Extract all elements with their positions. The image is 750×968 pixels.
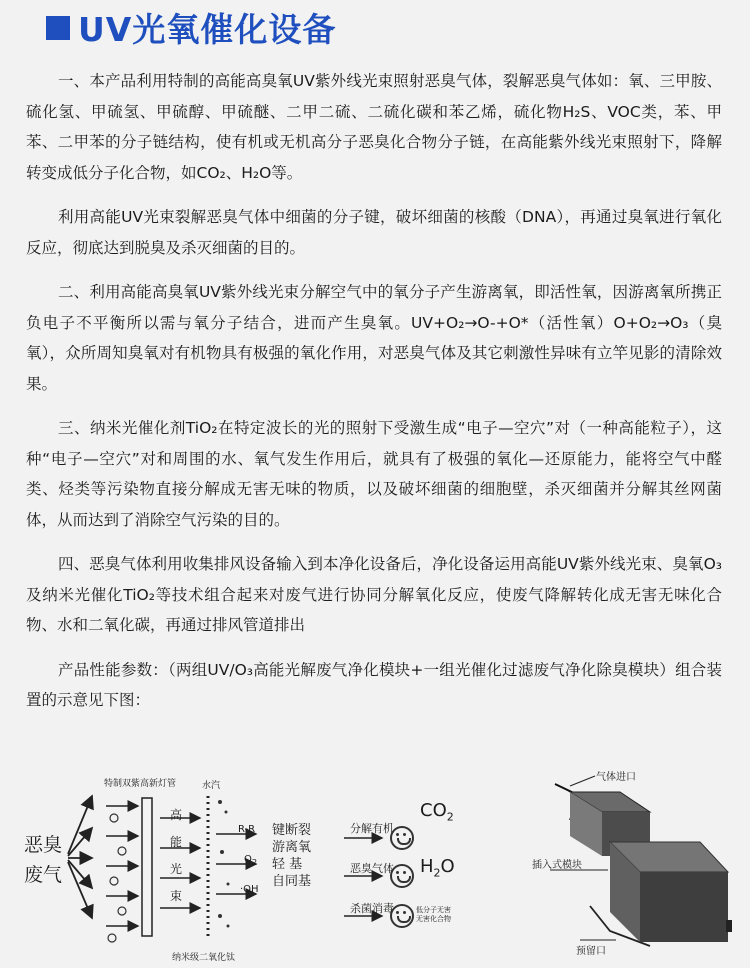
outcome-1: 分解有机 [350,822,394,835]
input-label-line2: 废气 [24,864,63,886]
uv-beam-labels [168,802,184,910]
title-square-icon [46,16,70,40]
co2-label [420,800,454,824]
radical-o2-main: O [244,854,252,865]
smiley-icon [390,904,414,928]
effect-3: 轻 基 [272,857,303,872]
effect-1: 键断裂 [272,823,312,838]
paragraph-5: 四、恶臭气体利用收集排风设备输入到本净化设备后，净化设备运用高能UV紫外线光束、臭氧O₃及纳米光催化TiO₂等技术组合起来对废气进行协同分解氧化反应，使废气降解转化成无害无味化合物、水和二氧化碳，再通过排风管道排出 [26,555,722,634]
input-label-line1: 恶臭 [24,834,63,856]
co2-main: CO [420,800,447,821]
device-inlet-label: 气体进口 [596,772,636,783]
device-module-label: 插入式模块 [532,860,582,871]
effect-2: 游离氧 [272,840,312,855]
paragraph-1: 一、本产品利用特制的高能高臭氧UV紫外线光束照射恶臭气体，裂解恶臭气体如：氧、三甲胺、硫化氢、甲硫氢、甲硫醇、甲硫醚、二甲二硫、二硫化碳和苯乙烯，硫化物H₂S、VOC类，苯、甲苯、二甲苯的分子链结构，使有机或无机高分子恶臭化合物分子链，在高能紫外线光束照射下，降解转变成低分子化合物，如CO₂、H₂O等。 [26,72,722,182]
lamp-label: 特制双紫高新灯管 [104,779,177,789]
paragraph-3: 二、利用高能高臭氧UV紫外线光束分解空气中的氧分子产生游离氧，即活性氧，因游离氧所携正负电子不平衡所以需与氧分子结合，进而产生臭氧。UV+O₂→O-+O*（活性氧）O+O₂→O₃（臭氧），众所周知臭氧对有机物具有极强的氧化作用，对恶臭气体及其它刺激性异味有立竿见影的清除效果。 [26,283,722,393]
h2o-label [420,856,455,880]
uv-char-4: 束 [169,889,182,903]
smiley-icon [390,826,414,850]
small-note-line2: 无害化合物 [416,915,451,923]
paragraph-4: 三、纳米光催化剂TiO₂在特定波长的光的照射下受激生成“电子—空穴”对（一种高能粒子），这种“电子—空穴”对和周围的水、氧气发生作用后，就具有了极强的氧化—还原能力，能将空气中醛类、烃类等污染物直接分解成无害无味的物质，以及破坏细菌的细胞壁，杀灭细菌并分解其丝网菌体，从而达到了消除空气污染的目的。 [26,419,722,529]
uv-char-1: 高 [169,808,182,822]
title-block [46,4,336,51]
water-label: 水汽 [202,781,221,791]
paragraph-6: 产品性能参数：（两组UV/O₃高能光解废气净化模块+一组光催化过滤废气净化除臭模块）组合装置的示意见下图： [26,660,722,709]
smiley-icon [390,864,414,888]
co2-sub: 2 [446,810,454,824]
radical-oh: ·OH [240,884,259,895]
device-port-label: 预留口 [576,946,606,957]
effects-list [272,822,311,890]
outcome-2: 恶臭气体 [350,862,394,875]
small-note-line1: 低分子无害 [416,906,451,914]
paragraph-2: 利用高能UV光束裂解恶臭气体中细菌的分子键，破坏细菌的核酸（DNA），再通过臭氧进行氧化反应，彻底达到脱臭及杀灭细菌的目的。 [26,208,722,257]
radical-rr: R-R [238,824,256,835]
h2o-main: H [420,856,434,877]
tio2-label: 纳米级二氧化钛 [172,953,236,963]
outcome-3: 杀菌消毒 [350,902,394,915]
small-note [416,906,451,924]
uv-char-3: 光 [169,862,182,876]
body-text [26,66,722,716]
effect-4: 自同基 [272,874,312,889]
page-title: UV光氧催化设备 [78,10,337,49]
uv-char-2: 能 [169,835,182,849]
h2o-sub: 2 [433,866,441,880]
h2o-end: O [440,856,455,877]
radical-o2 [244,854,257,867]
process-diagram [10,756,750,968]
radical-o2-sub: 2 [251,857,258,867]
